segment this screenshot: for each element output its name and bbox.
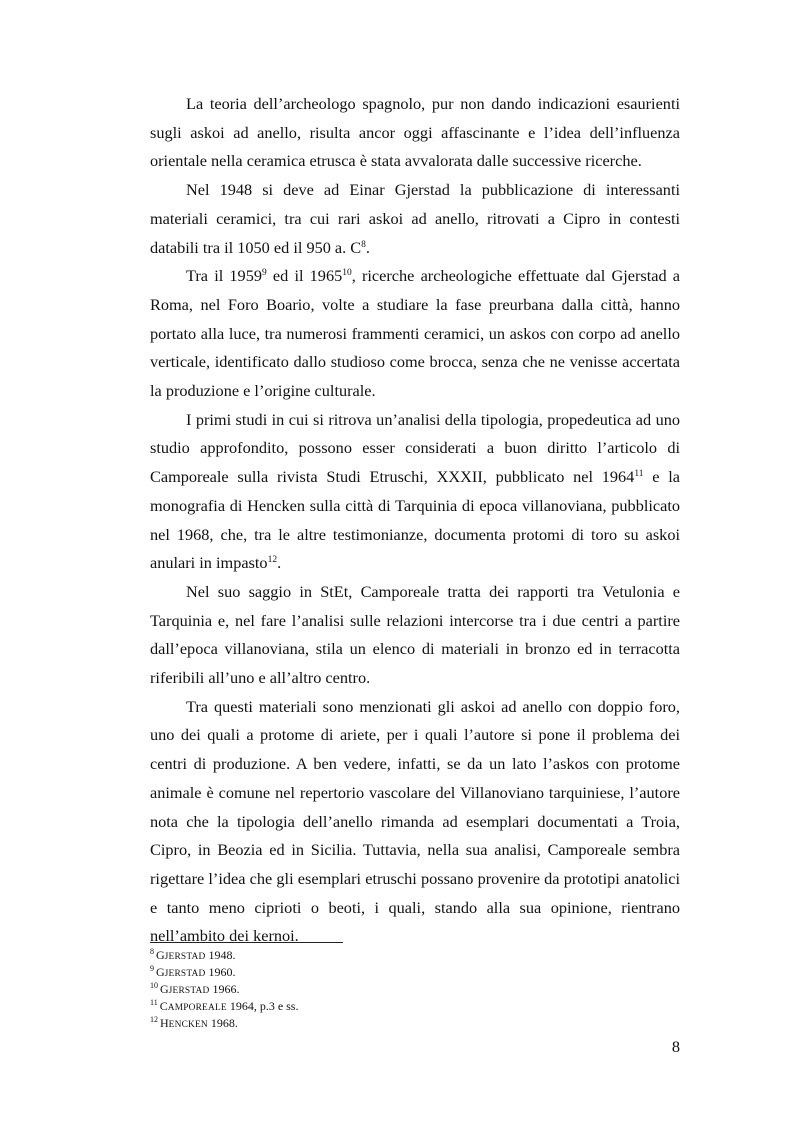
footnote-author-initial: H [160, 1016, 169, 1030]
footnote-number: 11 [150, 998, 158, 1008]
paragraph-text: Tra il 1959 [186, 266, 262, 286]
footnote [150, 982, 680, 999]
footnote-text: 1966. [209, 982, 240, 996]
paragraph-text: Tra questi materiali sono menzionati gli askoi ad anello con doppio foro, uno dei quali a protome di ariete, per i quali l’autore si pone il problema dei centri di produzione. A ben vedere, infatti, se da un lato l’askos con protome animale è comune nel repertorio vascolare del Villanoviano tarquiniese, l’autore nota che la tipologia dell’anello rimanda ad esemplari documentati a Troia, Cipro, in Beozia ed in Sicilia. Tuttavia, nella sua analisi, Camporeale sembra rigettare l’idea che gli esemplari etruschi possano provenire da prototipi anatolici e tanto meno ciprioti o beoti, i quali, stando alla sua opinione, rientrano nell’ambito dei kernoi. [150, 696, 680, 946]
paragraph-text: I primi studi in cui si ritrova un’analisi della tipologia, propedeutica ad uno studio approfondito, possono esser considerati a buon diritto l’articolo di Camporeale sulla rivista Studi Etruschi, XXXII, pubblicato nel 1964 [150, 409, 680, 487]
paragraph [150, 406, 680, 578]
footnote-author-initial: C [159, 999, 168, 1013]
footnote-author-rest: JERSTAD [168, 986, 210, 996]
footnote-text: 1964, p.3 e ss. [226, 999, 299, 1013]
footnote-text: 1948. [205, 948, 236, 962]
paragraph-text: Nel 1948 si deve ad Einar Gjerstad la pubblicazione di interessanti materiali ceramici, tra cui rari askoi ad anello, ritrovati a Cipro in contesti databili tra il 1050 ed il 950 a. C [150, 180, 680, 257]
footnotes [150, 948, 680, 1033]
footnote-number: 8 [150, 947, 154, 957]
footnote-text: 1968. [207, 1016, 238, 1030]
footnote [150, 948, 680, 965]
paragraph-text: . [277, 553, 282, 573]
footnote-reference[interactable]: 12 [267, 555, 278, 566]
paragraph-text: , ricerche archeologiche effettuate dal Gjerstad a Roma, nel Foro Boario, volte a studiare la fase preurbana dalla città, hanno portato alla luce, tra numerosi frammenti ceramici, un askos con corpo ad anello verticale, identificato dallo studioso come brocca, senza che ne venisse accertata la produzione e l’origine culturale. [150, 266, 680, 401]
footnote-reference[interactable]: 8 [361, 239, 366, 250]
footnote-reference[interactable]: 10 [342, 268, 352, 279]
footnote-author-rest: AMPOREALE [167, 1003, 227, 1013]
paragraph-text: Nel suo saggio in StEt, Camporeale tratta dei rapporti tra Vetulonia e Tarquinia e, nel fare l’analisi sulle relazioni intercorse tra i due centri a partire dall’epoca villanoviana, stila un elenco di materiali in bronzo ed in terracotta riferibili all’uno e all’altro centro. [150, 581, 680, 688]
page-number: 8 [671, 1037, 680, 1056]
footnote-reference[interactable]: 9 [261, 268, 267, 279]
footnote-author-rest: JERSTAD [164, 969, 206, 979]
paragraph [150, 693, 680, 951]
footnote-number: 9 [150, 964, 154, 974]
footnote [150, 965, 680, 982]
body-text [150, 90, 680, 951]
paragraph-text: . [365, 237, 370, 257]
footnote-author-initial: G [160, 982, 169, 996]
footnote-number: 10 [150, 981, 158, 991]
paragraph-text: La teoria dell’archeologo spagnolo, pur non dando indicazioni esaurienti sugli askoi ad anello, risulta ancor oggi affascinante e l’idea dell’influenza orientale nella ceramica etrusca è stata avvalorata dalle successive ricerche. [150, 94, 680, 171]
footnote-author-initial: G [156, 965, 165, 979]
footnote [150, 1016, 680, 1033]
footnote-reference[interactable]: 11 [634, 468, 644, 479]
footnote-separator [150, 942, 343, 943]
paragraph [150, 262, 680, 406]
paragraph [150, 90, 680, 176]
paragraph-text: e la monografia di Hencken sulla città di Tarquinia di epoca villanoviana, pubblicato nel 1968, che, tra le altre testimonianze, documenta protomi di toro su askoi anulari in impasto [150, 467, 680, 573]
footnote-number: 12 [150, 1015, 158, 1025]
footnote-author-rest: JERSTAD [164, 952, 206, 962]
paragraph [150, 578, 680, 693]
footnote-author-rest: ENCKEN [168, 1020, 208, 1030]
footnote [150, 999, 680, 1016]
paragraph-text: ed il 1965 [266, 266, 343, 286]
paragraph [150, 176, 680, 262]
footnote-author-initial: G [156, 948, 165, 962]
footnote-text: 1960. [205, 965, 236, 979]
